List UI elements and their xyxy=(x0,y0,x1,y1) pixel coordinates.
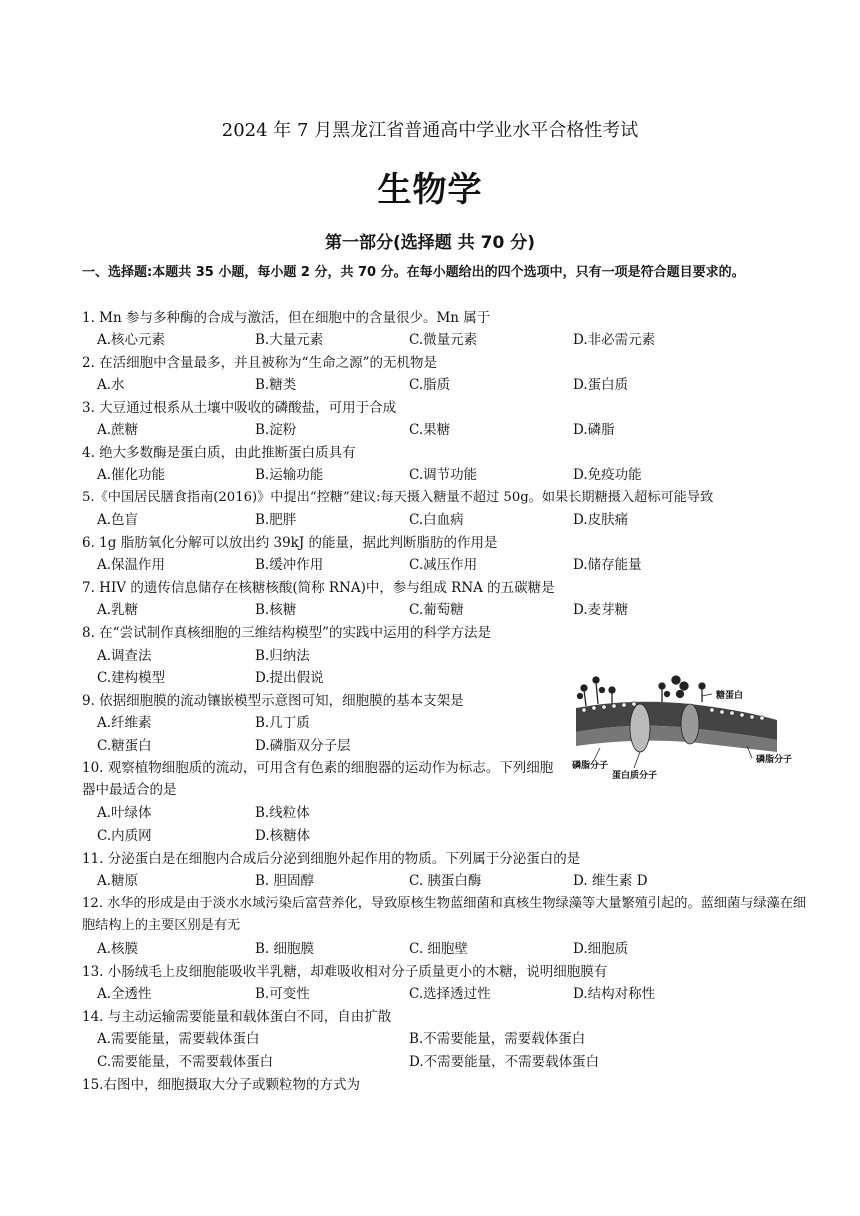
label-glycoprotein: 糖蛋白 xyxy=(716,691,744,701)
option-3b: B.淀粉 xyxy=(255,422,297,438)
option-14b: B.不需要能量，需要载体蛋白 xyxy=(409,1031,586,1047)
option-4d: D.免疫功能 xyxy=(573,467,642,483)
option-9d: D.磷脂双分子层 xyxy=(255,738,351,754)
option-4b: B.运输功能 xyxy=(255,467,324,483)
question-3: 3. 大豆通过根系从土壤中吸收的磷酸盐，可用于合成 xyxy=(82,400,397,416)
option-10c: C.内质网 xyxy=(97,828,152,844)
option-8b: B.归纳法 xyxy=(255,648,310,664)
exam-title: 2024 年 7 月黑龙江省普通高中学业水平合格性考试 xyxy=(221,120,639,141)
option-10b: B.线粒体 xyxy=(255,805,310,821)
question-14: 14. 与主动运输需要能量和载体蛋白不同，自由扩散 xyxy=(82,1009,392,1025)
option-5b: B.肥胖 xyxy=(255,512,297,528)
subject-heading: 生物学 xyxy=(377,170,483,210)
option-13d: D.结构对称性 xyxy=(573,986,656,1002)
label-protein: 蛋白质分子 xyxy=(612,771,658,780)
option-11d: D. 维生素 D xyxy=(573,873,648,889)
question-4: 4. 绝大多数酶是蛋白质，由此推断蛋白质具有 xyxy=(82,445,356,461)
option-2d: D.蛋白质 xyxy=(573,377,629,393)
question-12: 12. 水华的形成是由于淡水水域污染后富营养化，导致原核生物蓝细菌和真核生物绿藻等大量繁殖引起的。蓝细菌与绿藻在细胞结构上的主要区别是有无 xyxy=(82,896,807,933)
membrane-diagram xyxy=(572,668,804,780)
option-1a: A.核心元素 xyxy=(97,332,166,348)
option-9b: B.几丁质 xyxy=(255,715,310,731)
option-12a: A.核膜 xyxy=(97,941,139,957)
option-7a: A.乳糖 xyxy=(97,602,139,618)
option-11b: B. 胆固醇 xyxy=(255,873,315,889)
option-12c: C. 细胞壁 xyxy=(409,941,468,957)
option-3c: C.果糖 xyxy=(409,422,451,438)
option-7c: C.葡萄糖 xyxy=(409,602,464,618)
question-11: 11. 分泌蛋白是在细胞内合成后分泌到细胞外起作用的物质。下列属于分泌蛋白的是 xyxy=(82,851,581,867)
option-9c: C.糖蛋白 xyxy=(97,738,152,754)
option-13b: B.可变性 xyxy=(255,986,310,1002)
label-phospholipid-left: 磷脂分子 xyxy=(572,761,609,771)
option-13a: A.全透性 xyxy=(97,986,152,1002)
part-heading: 第一部分(选择题 共 70 分) xyxy=(325,233,535,253)
option-7b: B.核糖 xyxy=(255,602,297,618)
option-5c: C.白血病 xyxy=(409,512,464,528)
option-1b: B.大量元素 xyxy=(255,332,324,348)
option-3d: D.磷脂 xyxy=(573,422,615,438)
option-9a: A.纤维素 xyxy=(97,715,152,731)
option-2a: A.水 xyxy=(97,377,125,393)
option-14c: C.需要能量，不需要载体蛋白 xyxy=(97,1054,274,1070)
option-10d: D.核糖体 xyxy=(255,828,311,844)
option-3a: A.蔗糖 xyxy=(97,422,139,438)
option-6a: A.保温作用 xyxy=(97,557,166,573)
section-instructions: 一、选择题:本题共 35 小题，每小题 2 分，共 70 分。在每小题给出的四个选项中，只有一项是符合题目要求的。 xyxy=(82,265,745,280)
question-2: 2. 在活细胞中含量最多，并且被称为“生命之源”的无机物是 xyxy=(82,355,437,371)
option-14d: D.不需要能量，不需要载体蛋白 xyxy=(409,1054,600,1070)
question-10: 10. 观察植物细胞质的流动，可用含有色素的细胞器的运动作为标志。下列细胞器中最适合的是 xyxy=(82,760,554,798)
option-1d: D.非必需元素 xyxy=(573,332,656,348)
option-6c: C.减压作用 xyxy=(409,557,478,573)
question-9: 9. 依据细胞膜的流动镶嵌模型示意图可知，细胞膜的基本支架是 xyxy=(82,693,464,709)
question-8: 8. 在“尝试制作真核细胞的三维结构模型”的实践中运用的科学方法是 xyxy=(82,625,491,641)
option-7d: D.麦芽糖 xyxy=(573,602,629,618)
option-8d: D.提出假说 xyxy=(255,670,324,686)
option-8c: C.建构模型 xyxy=(97,670,166,686)
option-13c: C.选择透过性 xyxy=(409,986,491,1002)
question-7: 7. HIV 的遗传信息储存在核糖核酸(简称 RNA)中，参与组成 RNA 的五碳糖是 xyxy=(82,580,555,596)
question-1: 1. Mn 参与多种酶的合成与激活，但在细胞中的含量很少。Mn 属于 xyxy=(82,310,491,326)
label-phospholipid-right: 磷脂分子 xyxy=(756,755,793,765)
option-12d: D.细胞质 xyxy=(573,941,629,957)
option-4a: A.催化功能 xyxy=(97,467,166,483)
option-6d: D.储存能量 xyxy=(573,557,642,573)
option-10a: A.叶绿体 xyxy=(97,805,152,821)
option-5d: D.皮肤痛 xyxy=(573,512,629,528)
option-5a: A.色盲 xyxy=(97,512,139,528)
option-12b: B. 细胞膜 xyxy=(255,941,315,957)
option-8a: A.调查法 xyxy=(97,648,152,664)
option-11c: C. 胰蛋白酶 xyxy=(409,873,482,889)
option-6b: B.缓冲作用 xyxy=(255,557,324,573)
option-14a: A.需要能量，需要载体蛋白 xyxy=(97,1031,260,1047)
option-1c: C.微量元素 xyxy=(409,332,478,348)
question-13: 13. 小肠绒毛上皮细胞能吸收半乳糖，却难吸收相对分子质量更小的木糖，说明细胞膜有 xyxy=(82,964,608,980)
question-15: 15.右图中，细胞摄取大分子或颗粒物的方式为 xyxy=(82,1077,360,1093)
question-5: 5.《中国居民膳食指南(2016)》中提出“控糖”建议:每天摄入糖量不超过 50g。如果长期糖摄入超标可能导致 xyxy=(82,490,714,505)
option-11a: A.糖原 xyxy=(97,873,139,889)
option-2b: B.糖类 xyxy=(255,377,297,393)
option-2c: C.脂质 xyxy=(409,377,451,393)
question-6: 6. 1g 脂肪氧化分解可以放出约 39kJ 的能量，据此判断脂肪的作用是 xyxy=(82,535,498,551)
option-4c: C.调节功能 xyxy=(409,467,478,483)
